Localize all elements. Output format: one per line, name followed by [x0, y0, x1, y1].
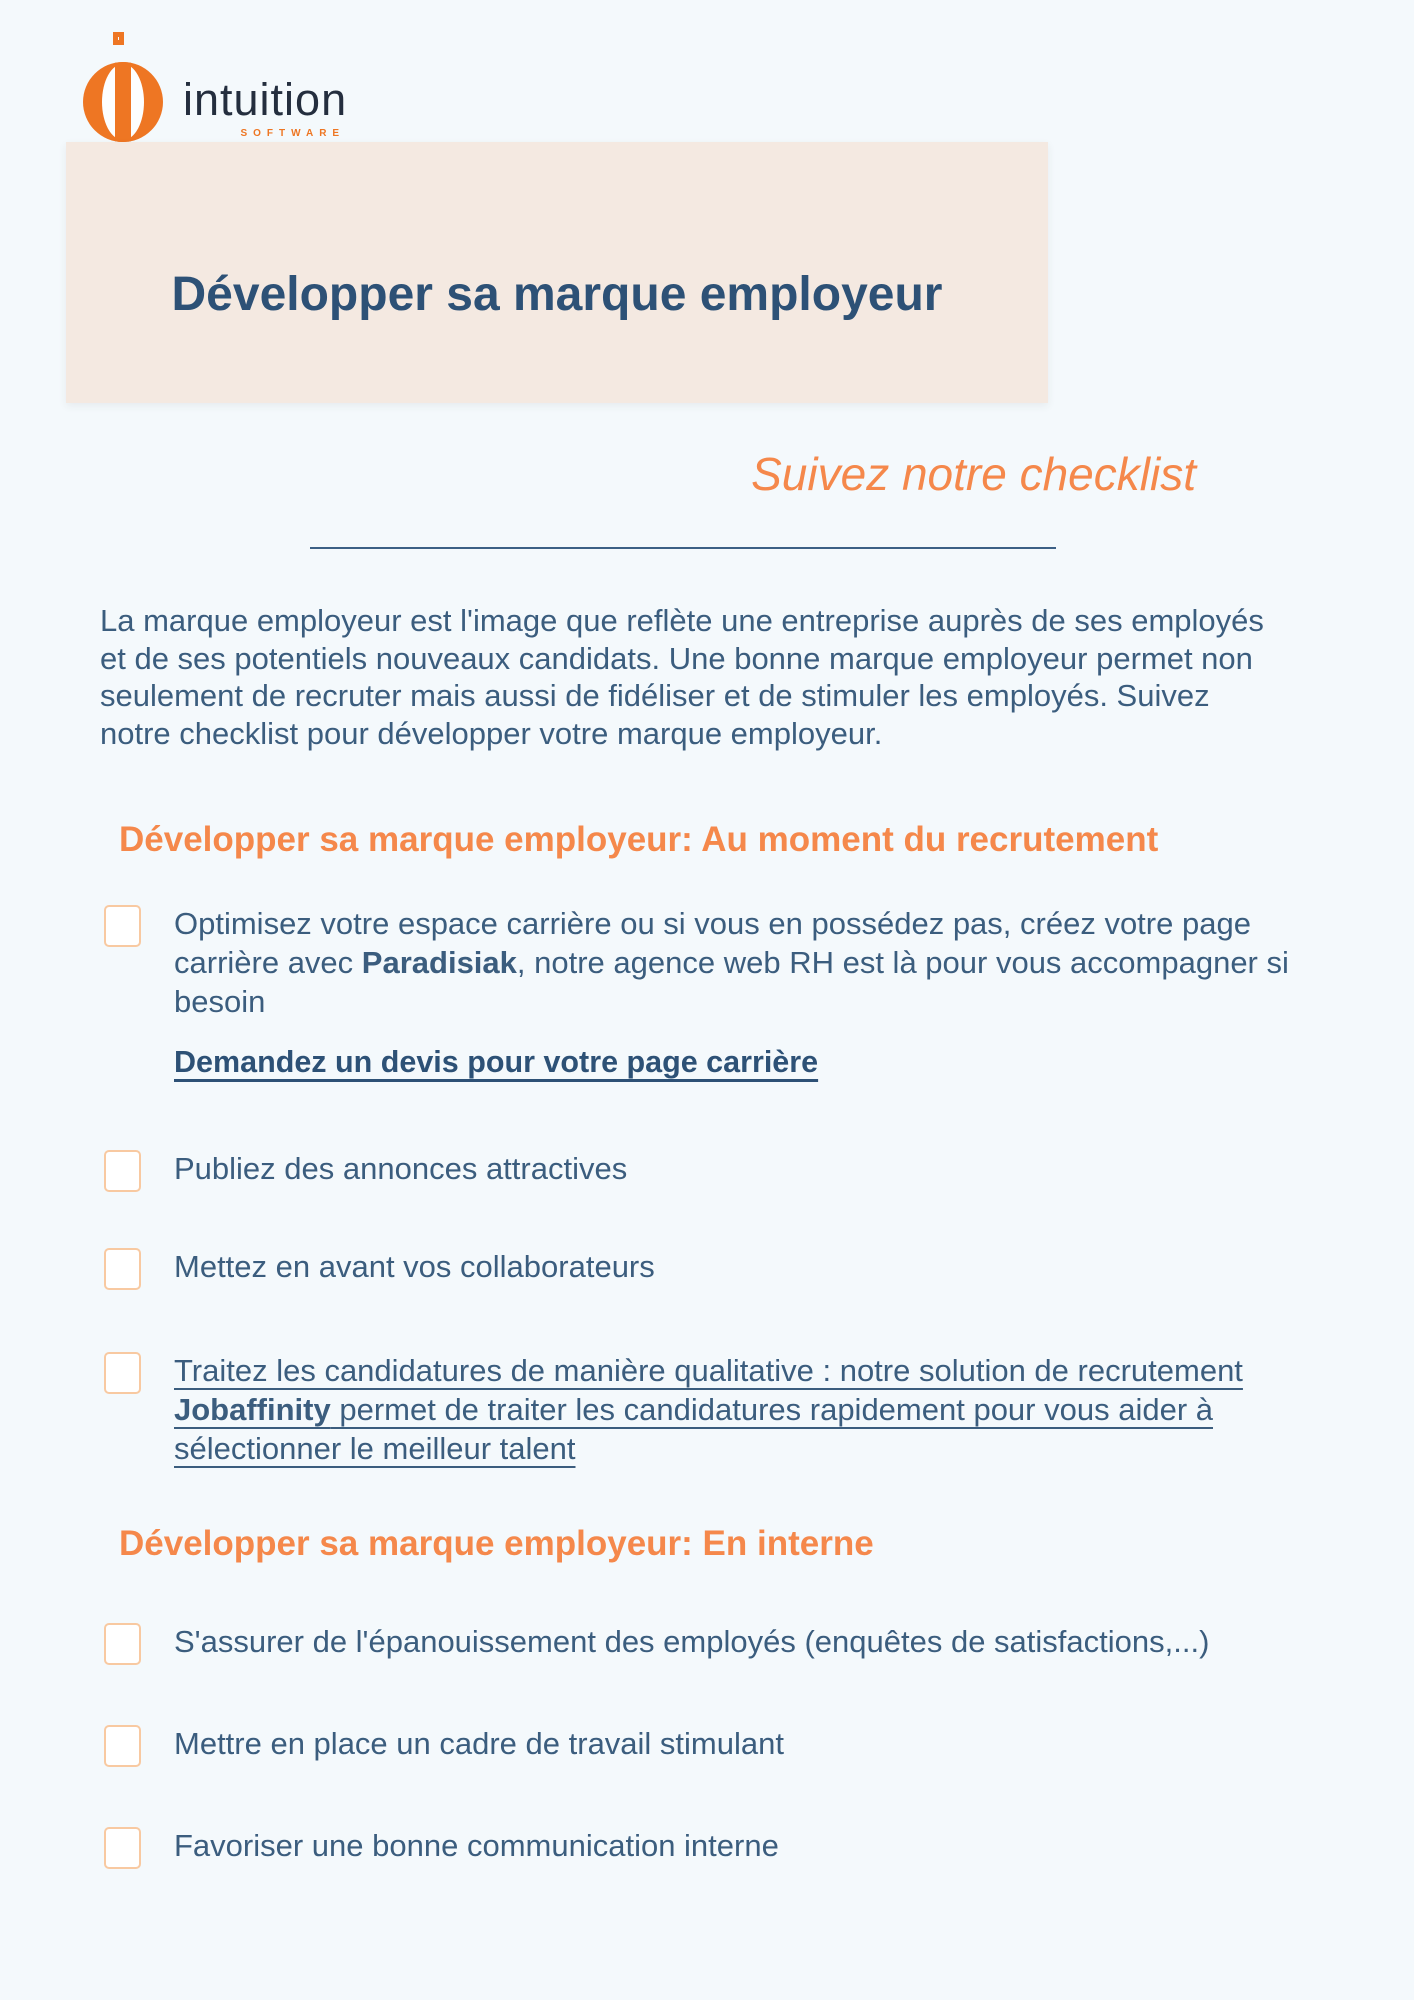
- checklist-item-label: Optimisez votre espace carrière ou si vous en possédez pas, créez votre page carrière avec Paradisiak, notre agence web RH est là pour vous accompagner si besoin: [174, 906, 1289, 1019]
- brand-tagline: SOFTWARE: [240, 128, 346, 139]
- brand-name: intuition: [183, 74, 348, 125]
- section-heading-recrutement: Développer sa marque employeur: Au moment du recrutement: [119, 820, 1159, 859]
- checkbox-unchecked[interactable]: [104, 1725, 141, 1767]
- checklist-item-label: Mettre en place un cadre de travail stimulant: [174, 1726, 784, 1761]
- checklist-item-label: Mettez en avant vos collaborateurs: [174, 1249, 655, 1284]
- divider-line: [310, 547, 1056, 549]
- bold-brand-paradisiak: Paradisiak: [361, 945, 517, 980]
- checkbox-unchecked[interactable]: [104, 1248, 141, 1290]
- logo-circle-icon: [83, 62, 163, 142]
- section-heading-interne: Développer sa marque employeur: En interne: [119, 1524, 874, 1563]
- intuition-logo-icon: [83, 28, 163, 148]
- title-banner: [66, 142, 1048, 403]
- checklist-item-label: Favoriser une bonne communication interne: [174, 1828, 779, 1863]
- bold-brand-jobaffinity: Jobaffinity: [174, 1392, 331, 1427]
- checklist-item-label: Publiez des annonces attractives: [174, 1151, 628, 1186]
- checklist-item: [104, 1825, 1384, 1869]
- intuition-logo: [83, 28, 347, 148]
- checklist-item: [104, 1246, 1374, 1290]
- checkbox-unchecked[interactable]: [104, 1827, 141, 1869]
- logo-square-icon: [113, 32, 124, 45]
- subtitle: Suivez notre checklist: [751, 448, 1196, 500]
- checklist-item: [104, 1621, 1384, 1665]
- checklist-item-label: S'assurer de l'épanouissement des employés (enquêtes de satisfactions,...): [174, 1624, 1210, 1659]
- quote-link[interactable]: Demandez un devis pour votre page carrière: [174, 1045, 819, 1079]
- checkbox-unchecked[interactable]: [104, 1623, 141, 1665]
- logo-wordmark: [183, 28, 347, 139]
- checkbox-unchecked[interactable]: [104, 1150, 141, 1192]
- checklist-item: [104, 903, 1324, 1021]
- checklist-item: [104, 1723, 1384, 1767]
- page-title: Développer sa marque employeur: [171, 268, 943, 321]
- intro-paragraph: La marque employeur est l'image que reflète une entreprise auprès de ses employés et de ses potentiels nouveaux candidats. Une bonne marque employeur permet non seulement de recruter mais aussi de fidéliser et de stimuler les employés. Suivez notre checklist pour développer votre marque employeur.: [100, 603, 1264, 751]
- checkbox-unchecked[interactable]: [104, 905, 141, 947]
- checklist-item: [104, 1148, 1374, 1192]
- checklist-item: [104, 1350, 1334, 1468]
- checklist-item-label: Traitez les candidatures de manière qualitative : notre solution de recrutement Jobaffinity permet de traiter les candidatures rapidement pour vous aider à sélectionner le meilleur talent: [174, 1353, 1243, 1466]
- checkbox-unchecked[interactable]: [104, 1352, 141, 1394]
